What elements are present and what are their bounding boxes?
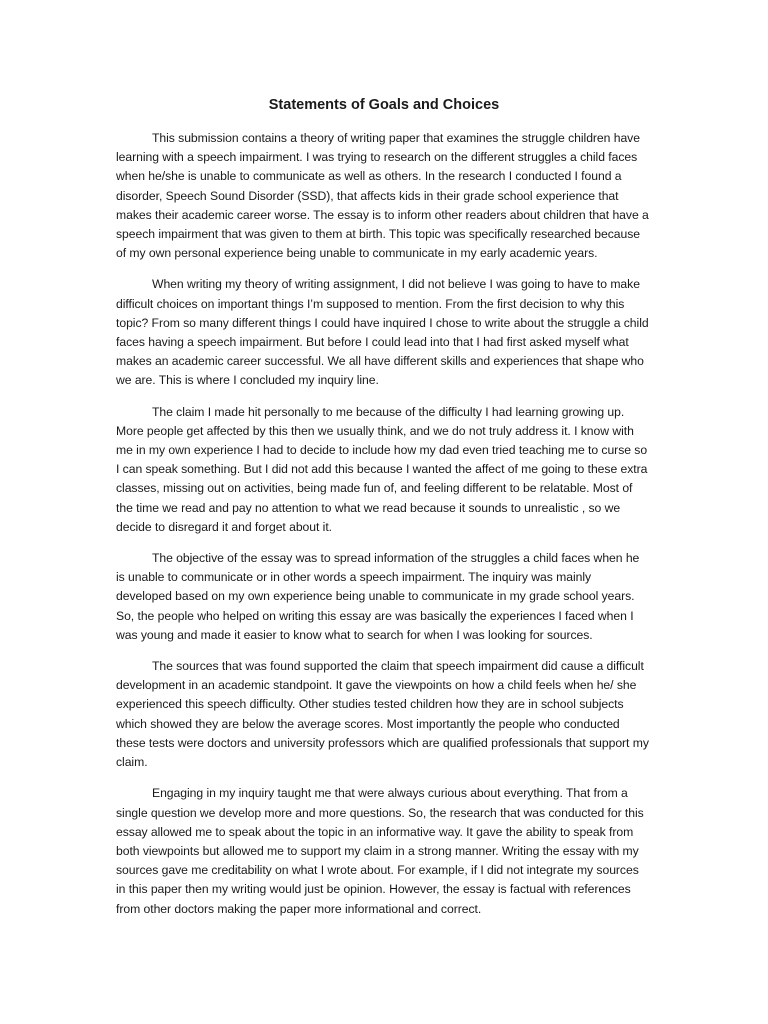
document-body: [116, 129, 650, 919]
paragraph-4: The objective of the essay was to spread information of the struggles a child faces when he is unable to communicate or in other words a speech impairment. The inquiry was mainly developed based on my own experience being unable to communicate in my grade school years. So, the people who helped on writing this essay are was basically the experiences I faced when I was young and made it easier to know what to search for when I was looking for sources.: [116, 551, 640, 642]
document-title: Statements of Goals and Choices: [268, 97, 500, 113]
paragraph-5: The sources that was found supported the claim that speech impairment did cause a difficult development in an academic standpoint. It gave the viewpoints on how a child feels when he/ she experienced this speech difficulty. Other studies tested children how they are in school subjects which showed they are below the average scores. Most importantly the people who conducted these tests were doctors and university professors which are qualified professionals that support my claim.: [116, 659, 649, 770]
paragraph-3: The claim I made hit personally to me because of the difficulty I had learning growing up. More people get affected by this then we usually think, and we do not truly address it. I know with me in my own experience I had to decide to include how my dad even tried teaching me to curse so I can speak something. But I did not add this because I wanted the affect of me going to these extra classes, missing out on activities, being made fun of, and feeling different to be relatable. Most of the time we read and pay no attention to what we read because it sounds to unrealistic , so we decide to disregard it and forget about it.: [116, 404, 648, 534]
paragraph-2: When writing my theory of writing assignment, I did not believe I was going to have to make difficult choices on important things I’m supposed to mention. From the first decision to why this topic? From so many different things I could have inquired I chose to write about the struggle a child faces having a speech impairment. But before I could lead into that I had first asked myself what makes an academic career successful. We all have different skills and experiences that shape who we are. This is where I concluded my inquiry line.: [116, 277, 649, 388]
paragraph-1: This submission contains a theory of writing paper that examines the struggle children have learning with a speech impairment. I was trying to research on the different struggles a child faces when he/she is unable to communicate as well as others. In the research I conducted I found a disorder, Speech Sound Disorder (SSD), that affects kids in their grade school experience that makes their academic career worse. The essay is to inform other readers about children that have a speech impairment that was given to them at birth. This topic was specifically researched because of my own personal experience being unable to communicate in my early academic years.: [116, 131, 649, 261]
paragraph-6: Engaging in my inquiry taught me that were always curious about everything. That from a single question we develop more and more questions. So, the research that was conducted for this essay allowed me to speak about the topic in an informative way. It gave the ability to speak from both viewpoints but allowed me to support my claim in a strong manner. Writing the essay with my sources gave me creditability on what I wrote about. For example, if I did not integrate my sources in this paper then my writing would just be opinion. However, the essay is factual with references from other doctors making the paper more informational and correct.: [116, 786, 644, 916]
